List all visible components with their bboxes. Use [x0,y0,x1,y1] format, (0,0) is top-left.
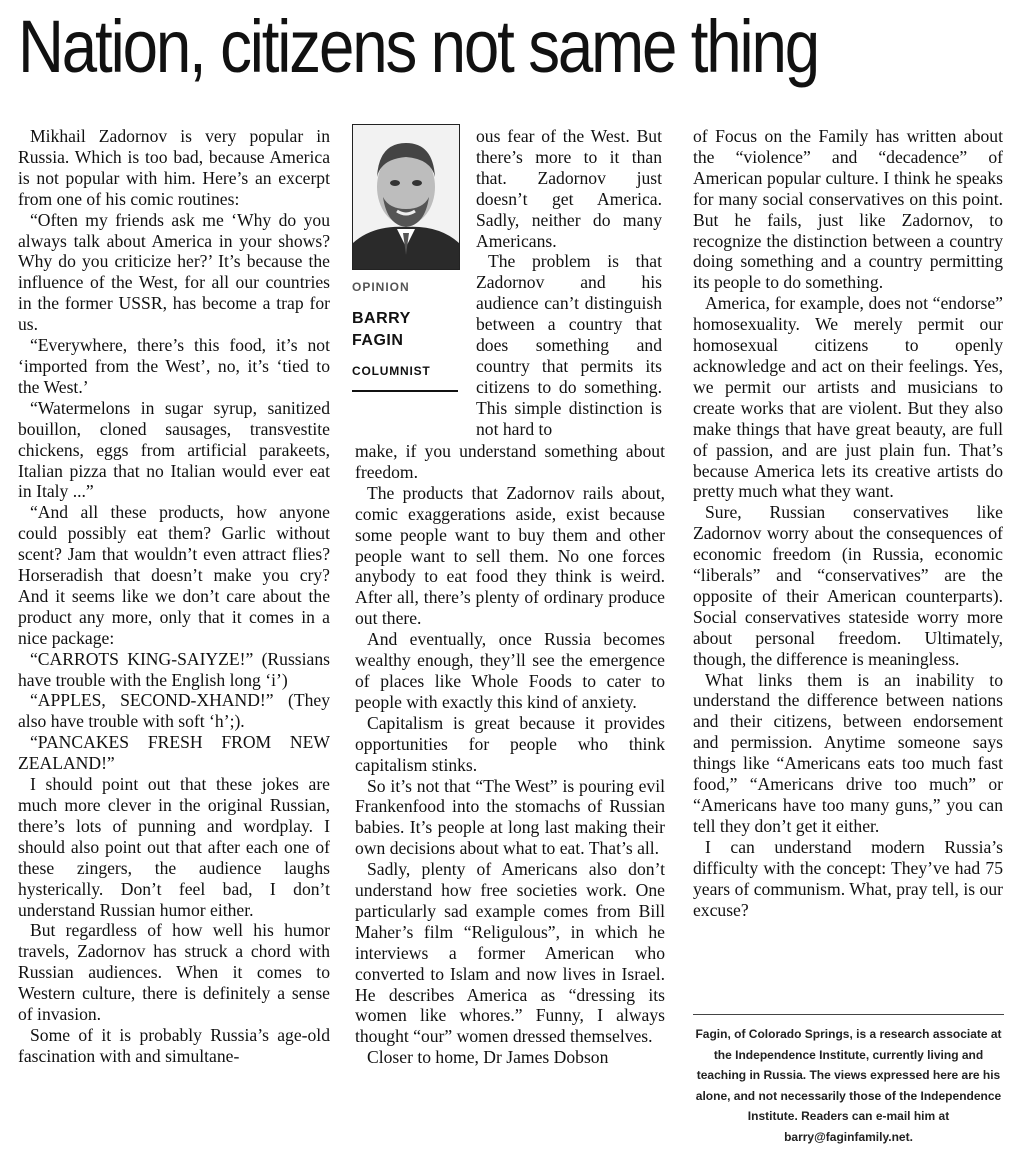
column-1 [18,126,330,1067]
paragraph: Sure, Russian conservatives like Zadornov worry about the consequences of economic freedom (in Russia, economic “liberals” and “conservatives” are the opposite of their American counterparts). Social conservatives stateside worry more about personal freedom. Ultimately, though, the difference is meaningless. [693,502,1003,669]
headline: Nation, citizens not same thing [18,5,819,88]
author-name-line: BARRY [352,310,411,327]
paragraph: So it’s not that “The West” is pouring evil Frankenfood into the stomachs of Russian babies. It’s people at long last making their own decisions about what to eat. That’s all. [355,775,665,859]
section-label: OPINION [352,280,410,294]
paragraph: “APPLES, SECOND-XHAND!” (They also have trouble with soft ‘h’;). [18,690,330,732]
columnist-portrait-icon [352,124,460,270]
byline [352,280,460,392]
paragraph: Some of it is probably Russia’s age-old fascination with and simultane- [18,1024,330,1066]
paragraph: “And all these products, how anyone could possibly eat them? Garlic without scent? Jam that wouldn’t even attract flies? Horseradish that doesn’t make you cry? And it seems like we don’t care about the product any more, only that it comes in a nice package: [18,502,330,648]
author-role: COLUMNIST [352,364,431,378]
paragraph: America, for example, does not “endorse” homosexuality. We merely permit our homosexual citizens to openly acknowledge and act on their feelings. Yes, we permit our artists and musicians to create works that are violent. But they also make things that have great beauty, are full of passion, and are just plain fun. That’s because America lets its creative artists do pretty much what they want. [693,293,1003,502]
column-3 [693,126,1003,920]
paragraph: But regardless of how well his humor travels, Zadornov has struck a chord with Russian audiences. When it comes to Western culture, there is definitely a sense of invasion. [18,920,330,1025]
paragraph: “Watermelons in sugar syrup, sanitized bouillon, cloned sausages, transvestite chickens, eggs from artificial parakeets, Italian pizza that no Italian would ever eat in Italy ...” [18,397,330,502]
paragraph: make, if you understand something about freedom. [355,441,665,482]
author-name-line: FAGIN [352,332,404,349]
paragraph: “Everywhere, there’s this food, it’s not ‘imported from the West’, no, it’s ‘tied to the West.’ [18,335,330,397]
paragraph: “CARROTS KING-SAIYZE!” (Russians have trouble with the English long ‘i’) [18,648,330,690]
paragraph: Capitalism is great because it provides opportunities for people who think capitalism stinks. [355,712,665,775]
paragraph: ous fear of the West. But there’s more to it than that. Zadornov just doesn’t get America. Sadly, neither do many Americans. [476,126,662,251]
paragraph: “PANCAKES FRESH FROM NEW ZEALAND!” [18,732,330,774]
byline-divider [352,390,458,392]
paragraph: What links them is an inability to understand the difference between nations and their citizens, between endorsement and permission. Anytime someone says things like “Americans eats too much fast food,” “Americans drive too much” or “Americans have too many guns,” you can tell they don’t get it either. [693,669,1003,836]
bio-divider [693,1014,1004,1015]
paragraph: Sadly, plenty of Americans also don’t understand how free societies work. One particularly sad example comes from Bill Maher’s film “Religulous”, in which he interviews a former American who converted to Islam and now lives in Israel. He describes America as “dressing its women like whores.” Funny, I always thought “our” women dressed themselves. [355,859,665,1047]
paragraph: of Focus on the Family has written about the “violence” and “decadence” of American popular culture. I think he speaks for many social conservatives on this point. But he fails, just like Zadornov, to recognize the distinction between a country doing something and a country permitting its people to do something. [693,126,1003,293]
column-2-top [476,126,662,440]
paragraph: “Often my friends ask me ‘Why do you always talk about America in your shows? Why do you criticize her?’ It’s because the influence of the West, for all our countries in the former USSR, has become a trap for us. [18,209,330,335]
author-bio: Fagin, of Colorado Springs, is a research associate at the Independence Institute, currently living and teaching in Russia. The views expressed here are his alone, and not necessarily those of the Independence Institute. Readers can e-mail him at barry@faginfamily.net. [695,1027,1002,1144]
paragraph: Mikhail Zadornov is very popular in Russia. Which is too bad, because America is not popular with him. Here’s an excerpt from one of his comic routines: [18,126,330,209]
paragraph: Closer to home, Dr James Dobson [367,1047,609,1068]
paragraph: The problem is that Zadornov and his audience can’t distinguish between a country that does something and country that permits its citizens to do something. This simple distinction is not hard to [476,251,662,439]
paragraph: I should point out that these jokes are much more clever in the original Russian, there’s lots of punning and wordplay. I should also point out that after each one of these zingers, the audience laughs hysterically. Don’t feel bad, I don’t understand Russian humor either. [18,774,330,920]
author-name [352,308,460,352]
paragraph: I can understand modern Russia’s difficulty with the concept: They’ve had 75 years of communism. What, pray tell, is our excuse? [693,836,1003,920]
paragraph: And eventually, once Russia becomes wealthy enough, they’ll see the emergence of places like Whole Foods to cater to people with exactly this kind of anxiety. [355,629,665,712]
column-2-bottom [355,441,665,1068]
paragraph: The products that Zadornov rails about, comic exaggerations aside, exist because some people want to buy them and other people want to sell them. No one forces anybody to eat food they think is weird. After all, there’s plenty of ordinary produce out there. [355,482,665,629]
